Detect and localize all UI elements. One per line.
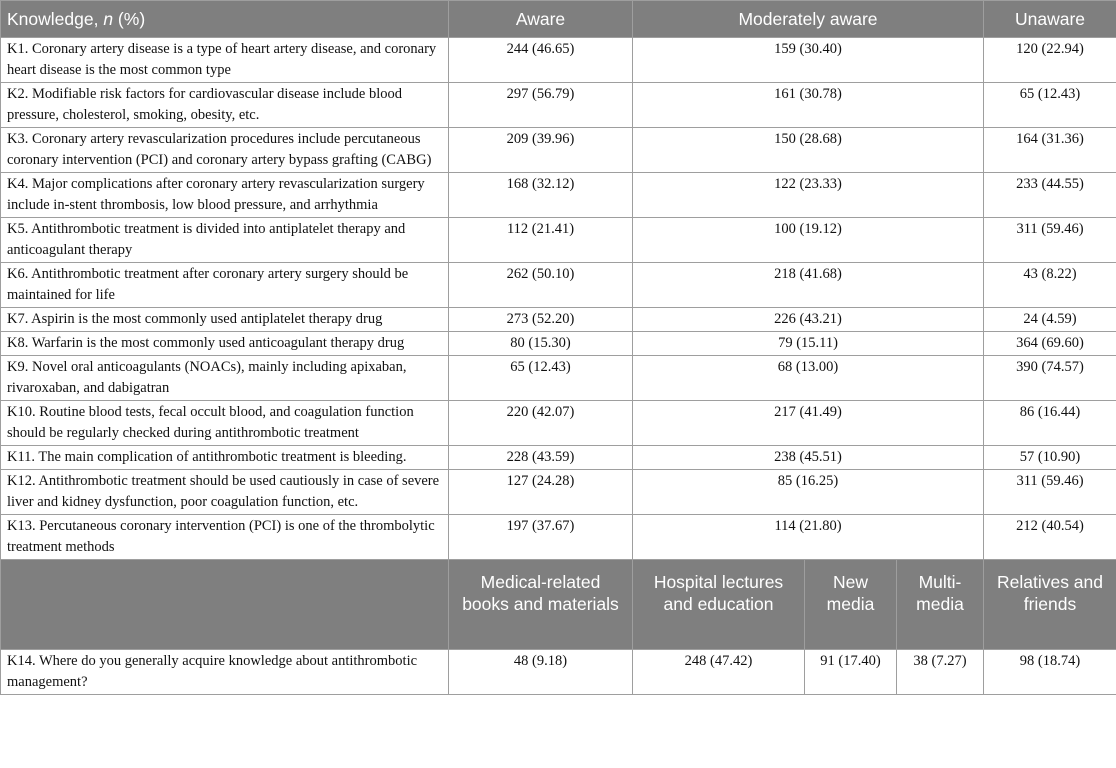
cell-moderately-aware: 79 (15.11) bbox=[633, 332, 984, 356]
cell-aware: 197 (37.67) bbox=[449, 515, 633, 560]
cell-multimedia: 38 (7.27) bbox=[897, 650, 984, 695]
row-item: K4. Major complications after coronary artery revascularization surgery include in-stent thrombosis, low blood pressure, and arrhythmia bbox=[1, 173, 449, 218]
header-relatives: Relatives and friends bbox=[984, 560, 1116, 650]
cell-unaware: 164 (31.36) bbox=[984, 128, 1116, 173]
source-header-row bbox=[1, 560, 1116, 650]
cell-unaware: 120 (22.94) bbox=[984, 38, 1116, 83]
table-row bbox=[1, 173, 1116, 218]
cell-unaware: 57 (10.90) bbox=[984, 446, 1116, 470]
cell-unaware: 233 (44.55) bbox=[984, 173, 1116, 218]
table-row bbox=[1, 401, 1116, 446]
row-item: K12. Antithrombotic treatment should be used cautiously in case of severe liver and kidney dysfunction, poor coagulation function, etc. bbox=[1, 470, 449, 515]
row-item: K10. Routine blood tests, fecal occult blood, and coagulation function should be regularly checked during antithrombotic treatment bbox=[1, 401, 449, 446]
cell-moderately-aware: 100 (19.12) bbox=[633, 218, 984, 263]
cell-aware: 273 (52.20) bbox=[449, 308, 633, 332]
cell-moderately-aware: 226 (43.21) bbox=[633, 308, 984, 332]
cell-aware: 80 (15.30) bbox=[449, 332, 633, 356]
cell-aware: 209 (39.96) bbox=[449, 128, 633, 173]
cell-aware: 244 (46.65) bbox=[449, 38, 633, 83]
cell-aware: 168 (32.12) bbox=[449, 173, 633, 218]
table-row bbox=[1, 38, 1116, 83]
header-unaware: Unaware bbox=[984, 1, 1116, 38]
table-row bbox=[1, 470, 1116, 515]
cell-aware: 220 (42.07) bbox=[449, 401, 633, 446]
row-item: K3. Coronary artery revascularization procedures include percutaneous coronary intervention (PCI) and coronary artery bypass grafting (CABG) bbox=[1, 128, 449, 173]
cell-moderately-aware: 85 (16.25) bbox=[633, 470, 984, 515]
table-row bbox=[1, 515, 1116, 560]
cell-books: 48 (9.18) bbox=[449, 650, 633, 695]
cell-moderately-aware: 114 (21.80) bbox=[633, 515, 984, 560]
cell-moderately-aware: 218 (41.68) bbox=[633, 263, 984, 308]
cell-moderately-aware: 161 (30.78) bbox=[633, 83, 984, 128]
header-aware: Aware bbox=[449, 1, 633, 38]
cell-aware: 262 (50.10) bbox=[449, 263, 633, 308]
header-blank bbox=[1, 560, 449, 650]
cell-unaware: 65 (12.43) bbox=[984, 83, 1116, 128]
table-row bbox=[1, 308, 1116, 332]
row-item: K14. Where do you generally acquire knowledge about antithrombotic management? bbox=[1, 650, 449, 695]
cell-relatives: 98 (18.74) bbox=[984, 650, 1116, 695]
cell-unaware: 212 (40.54) bbox=[984, 515, 1116, 560]
table-row bbox=[1, 446, 1116, 470]
table-row bbox=[1, 128, 1116, 173]
cell-moderately-aware: 217 (41.49) bbox=[633, 401, 984, 446]
header-lectures: Hospital lectures and education bbox=[633, 560, 805, 650]
cell-moderately-aware: 150 (28.68) bbox=[633, 128, 984, 173]
header-knowledge: Knowledge, n (%) bbox=[1, 1, 449, 38]
cell-unaware: 43 (8.22) bbox=[984, 263, 1116, 308]
header-moderately-aware: Moderately aware bbox=[633, 1, 984, 38]
row-item: K2. Modifiable risk factors for cardiovascular disease include blood pressure, cholesterol, smoking, obesity, etc. bbox=[1, 83, 449, 128]
cell-moderately-aware: 159 (30.40) bbox=[633, 38, 984, 83]
cell-unaware: 311 (59.46) bbox=[984, 470, 1116, 515]
header-new-media: New media bbox=[805, 560, 897, 650]
cell-aware: 228 (43.59) bbox=[449, 446, 633, 470]
cell-unaware: 390 (74.57) bbox=[984, 356, 1116, 401]
row-item: K9. Novel oral anticoagulants (NOACs), mainly including apixaban, rivaroxaban, and dabigatran bbox=[1, 356, 449, 401]
cell-unaware: 311 (59.46) bbox=[984, 218, 1116, 263]
cell-moderately-aware: 238 (45.51) bbox=[633, 446, 984, 470]
table-row bbox=[1, 332, 1116, 356]
row-item: K1. Coronary artery disease is a type of heart artery disease, and coronary heart disease is the most common type bbox=[1, 38, 449, 83]
table-row bbox=[1, 83, 1116, 128]
row-item: K11. The main complication of antithrombotic treatment is bleeding. bbox=[1, 446, 449, 470]
cell-moderately-aware: 122 (23.33) bbox=[633, 173, 984, 218]
cell-aware: 112 (21.41) bbox=[449, 218, 633, 263]
row-item: K7. Aspirin is the most commonly used antiplatelet therapy drug bbox=[1, 308, 449, 332]
table-header-row bbox=[1, 1, 1116, 38]
table-row bbox=[1, 356, 1116, 401]
row-item: K13. Percutaneous coronary intervention (PCI) is one of the thrombolytic treatment methods bbox=[1, 515, 449, 560]
cell-moderately-aware: 68 (13.00) bbox=[633, 356, 984, 401]
cell-aware: 127 (24.28) bbox=[449, 470, 633, 515]
cell-unaware: 24 (4.59) bbox=[984, 308, 1116, 332]
cell-unaware: 86 (16.44) bbox=[984, 401, 1116, 446]
cell-aware: 65 (12.43) bbox=[449, 356, 633, 401]
table-row-k14 bbox=[1, 650, 1116, 695]
row-item: K6. Antithrombotic treatment after coronary artery surgery should be maintained for life bbox=[1, 263, 449, 308]
header-books: Medical-related books and materials bbox=[449, 560, 633, 650]
row-item: K8. Warfarin is the most commonly used anticoagulant therapy drug bbox=[1, 332, 449, 356]
row-item: K5. Antithrombotic treatment is divided into antiplatelet therapy and anticoagulant therapy bbox=[1, 218, 449, 263]
table-row bbox=[1, 218, 1116, 263]
cell-aware: 297 (56.79) bbox=[449, 83, 633, 128]
cell-lectures: 248 (47.42) bbox=[633, 650, 805, 695]
table-row bbox=[1, 263, 1116, 308]
header-multimedia: Multi-media bbox=[897, 560, 984, 650]
cell-new-media: 91 (17.40) bbox=[805, 650, 897, 695]
cell-unaware: 364 (69.60) bbox=[984, 332, 1116, 356]
